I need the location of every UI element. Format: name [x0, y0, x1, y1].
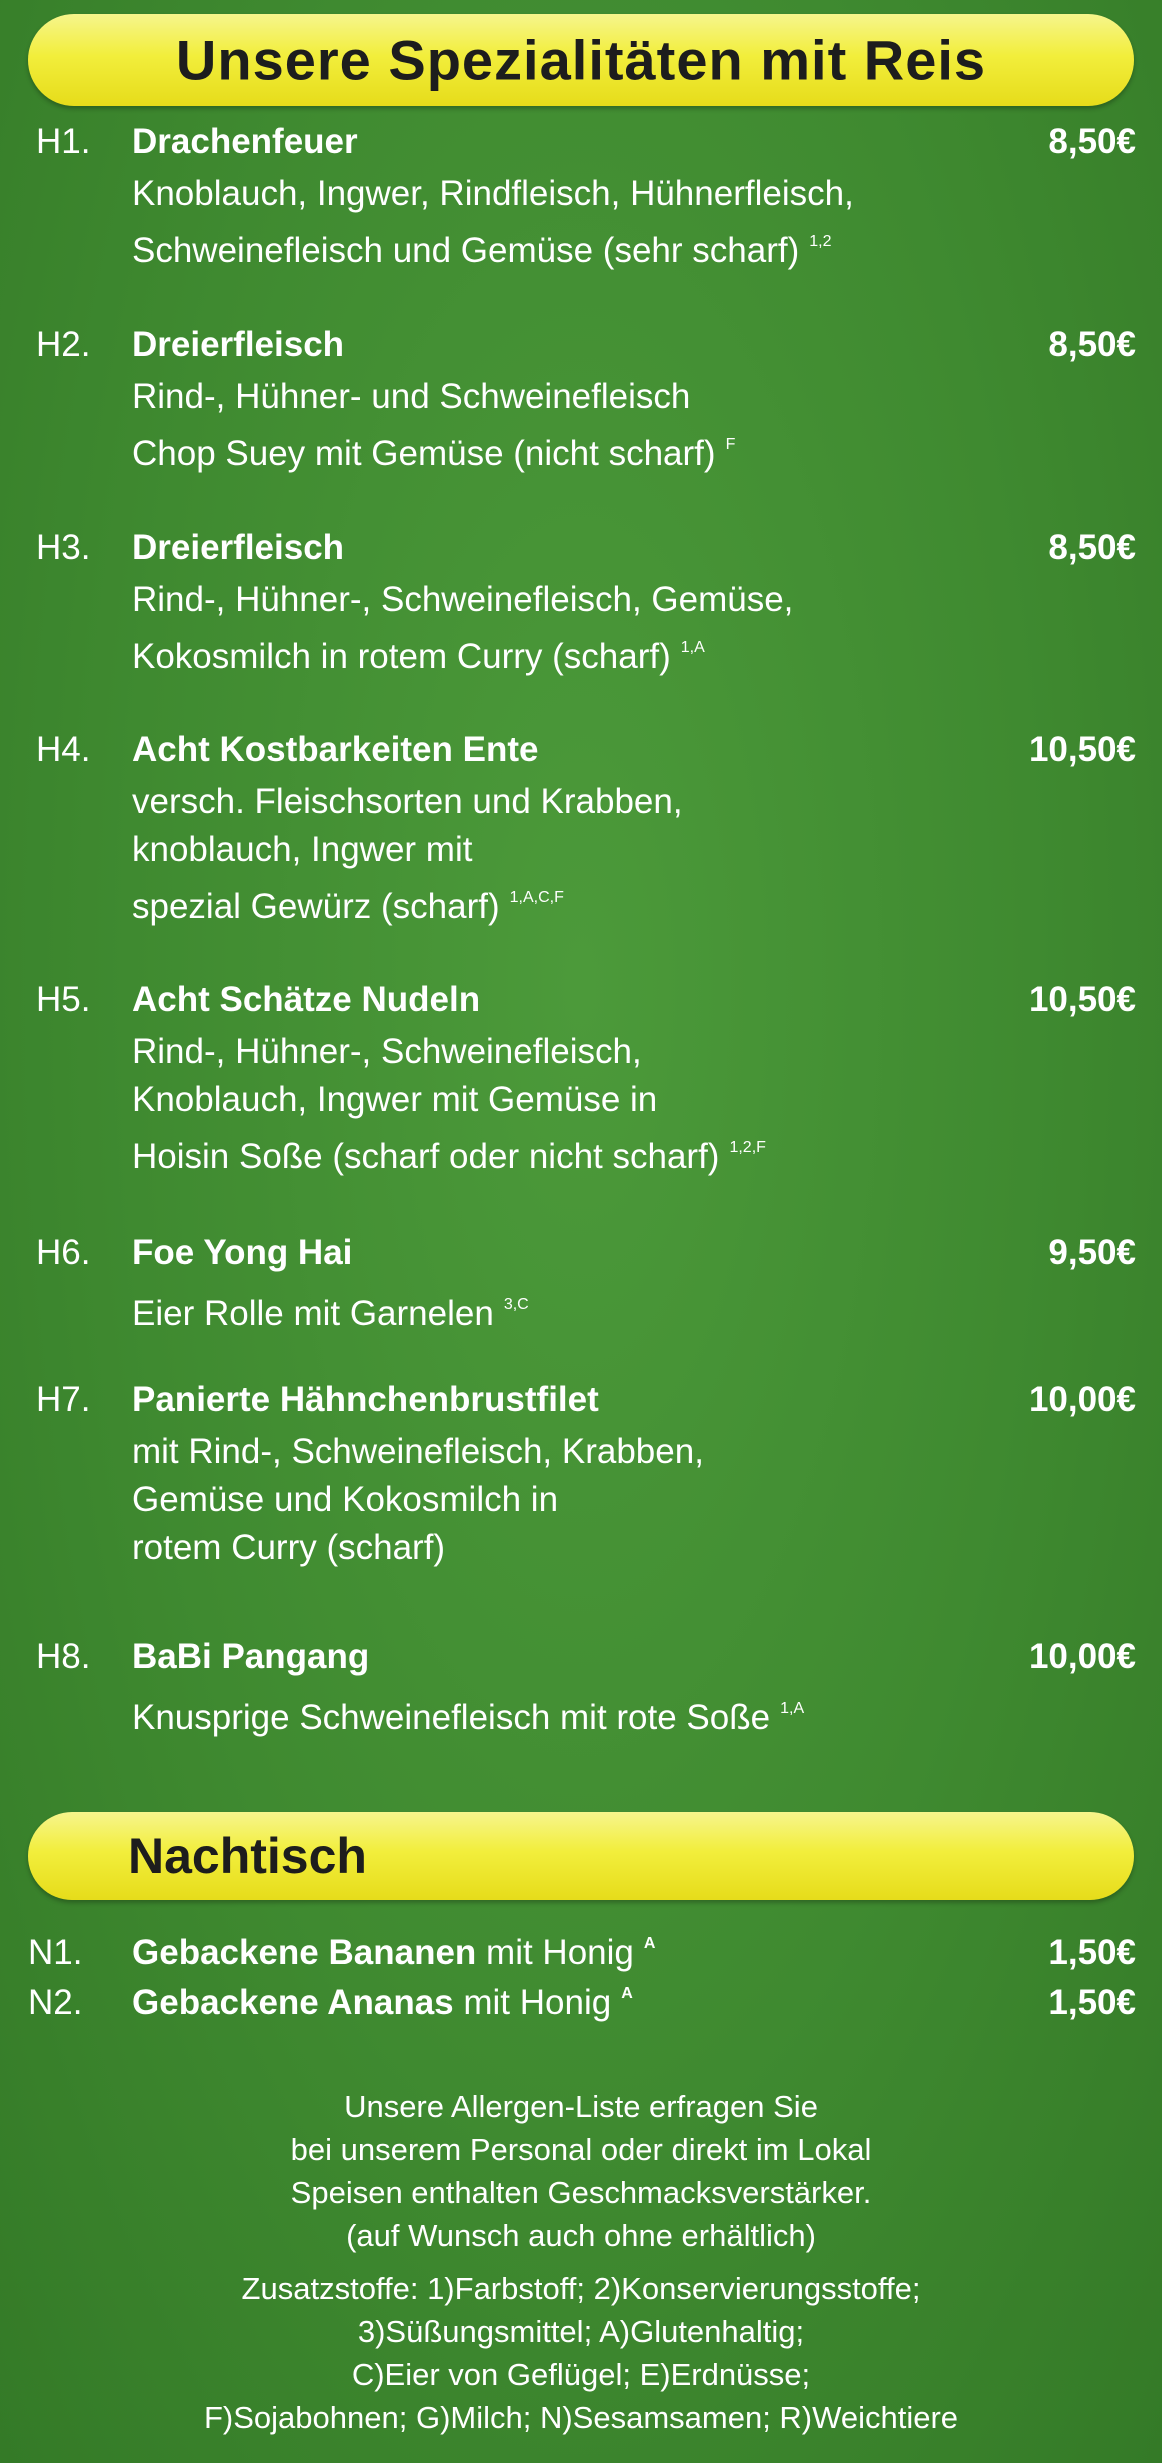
item-price: 8,50€: [1048, 122, 1136, 161]
additives-legend-line: 3)Süßungsmittel; A)Glutenhaltig;: [357, 2314, 805, 2349]
allergen-notice-line: bei unserem Personal oder direkt im Lokal: [290, 2132, 872, 2167]
description-line: Rind-, Hühner-, Schweinefleisch,: [132, 1032, 642, 1071]
item-price: 8,50€: [1048, 325, 1136, 364]
additives-note: 1,2: [809, 233, 832, 250]
description-line: versch. Fleischsorten und Krabben,: [132, 782, 683, 821]
additives-note: A: [621, 1985, 633, 2002]
description-line: spezial Gewürz (scharf) $^{1,A,C,F}$: [132, 887, 564, 926]
item-code: H6.: [36, 1233, 91, 1272]
item-code: H7.: [36, 1380, 91, 1419]
item-code: H2.: [36, 325, 91, 364]
additives-note: F: [725, 436, 736, 453]
item-description: [132, 1028, 766, 1181]
allergen-notice-line: (auf Wunsch auch ohne erhältlich): [346, 2218, 816, 2253]
description-line: Kokosmilch in rotem Curry (scharf) $^{1,A}$: [132, 637, 705, 676]
description-line: Rind-, Hühner-, Schweinefleisch, Gemüse,: [132, 580, 794, 619]
item-code: H4.: [36, 730, 91, 769]
item-description: [132, 1428, 704, 1572]
item-price: 1,50€: [1048, 1983, 1136, 2022]
item-code: H8.: [36, 1637, 91, 1676]
description-line: Knoblauch, Ingwer, Rindfleisch, Hühnerfleisch,: [132, 174, 854, 213]
item-price: 10,50€: [1028, 730, 1136, 769]
additives-legend-line: Zusatzstoffe: 1)Farbstoff; 2)Konservierungsstoffe;: [241, 2271, 921, 2306]
description-line: Schweinefleisch und Gemüse (sehr scharf) $^{1,2}$: [132, 231, 832, 270]
description-line: Knoblauch, Ingwer mit Gemüse in: [132, 1080, 658, 1119]
item-code: H1.: [36, 122, 91, 161]
description-line: knoblauch, Ingwer mit: [132, 830, 473, 869]
item-price: 9,50€: [1048, 1233, 1136, 1272]
item-name: Gebackene Bananen mit Honig $^A$: [132, 1933, 656, 1972]
item-description: [132, 1281, 529, 1338]
item-price: 10,00€: [1028, 1380, 1136, 1419]
item-description: [132, 170, 854, 275]
item-code: N1.: [28, 1933, 83, 1972]
section-banner-rice: [28, 14, 1134, 106]
description-line: Chop Suey mit Gemüse (nicht scharf) $^F$: [132, 434, 736, 473]
item-price: 1,50€: [1048, 1933, 1136, 1972]
description-line: Rind-, Hühner- und Schweinefleisch: [132, 377, 691, 416]
description-line: Knusprige Schweinefleisch mit rote Soße $^{1,A}$: [132, 1698, 805, 1737]
additives-note: 1,A: [680, 639, 705, 656]
additives-legend-line: F)Sojabohnen; G)Milch; N)Sesamsamen; R)Weichtiere: [203, 2400, 959, 2435]
description-line: rotem Curry (scharf): [132, 1528, 446, 1567]
item-name: Acht Kostbarkeiten Ente: [132, 730, 539, 769]
additives-legend-line: C)Eier von Geflügel; E)Erdnüsse;: [351, 2357, 811, 2392]
item-description: [132, 576, 793, 681]
item-price: 8,50€: [1048, 528, 1136, 567]
item-code: N2.: [28, 1983, 83, 2022]
item-description: [132, 1685, 804, 1742]
item-name: Drachenfeuer: [132, 122, 358, 161]
additives-note: 1,A: [780, 1700, 805, 1717]
item-name: Gebackene Ananas mit Honig $^A$: [132, 1983, 633, 2022]
item-description: [132, 778, 683, 931]
item-price: 10,00€: [1028, 1637, 1136, 1676]
section-title-dessert: Nachtisch: [128, 1828, 367, 1884]
allergen-notice-line: Unsere Allergen-Liste erfragen Sie: [344, 2089, 818, 2124]
item-price: 10,50€: [1028, 980, 1136, 1019]
item-name: BaBi Pangang: [132, 1637, 370, 1676]
additives-note: 1,2,F: [729, 1139, 766, 1156]
section-title-rice: Unsere Spezialitäten mit Reis: [175, 28, 987, 92]
dessert-item-n1: [0, 1933, 1162, 1977]
additives-note: 1,A,C,F: [509, 889, 564, 906]
item-name: Dreierfleisch: [132, 325, 345, 364]
description-line: mit Rind-, Schweinefleisch, Krabben,: [132, 1432, 704, 1471]
section-banner-dessert: [28, 1812, 1134, 1900]
item-name: Foe Yong Hai: [132, 1233, 353, 1272]
description-line: Gemüse und Kokosmilch in: [132, 1480, 559, 1519]
description-line: Hoisin Soße (scharf oder nicht scharf) $^{1,2,F}$: [132, 1137, 766, 1176]
item-code: H5.: [36, 980, 91, 1019]
item-code: H3.: [36, 528, 91, 567]
allergen-notice-line: Speisen enthalten Geschmacksverstärker.: [290, 2175, 872, 2210]
item-description: [132, 373, 735, 478]
item-name: Panierte Hähnchenbrustfilet: [132, 1380, 599, 1419]
additives-note: A: [643, 1935, 656, 1952]
dessert-item-n2: [0, 1983, 1162, 2027]
footer-notes: [0, 2085, 1162, 2439]
item-name: Acht Schätze Nudeln: [132, 980, 481, 1019]
additives-note: 3,C: [503, 1296, 529, 1313]
item-name: Dreierfleisch: [132, 528, 345, 567]
description-line: Eier Rolle mit Garnelen $^{3,C}$: [132, 1294, 529, 1333]
